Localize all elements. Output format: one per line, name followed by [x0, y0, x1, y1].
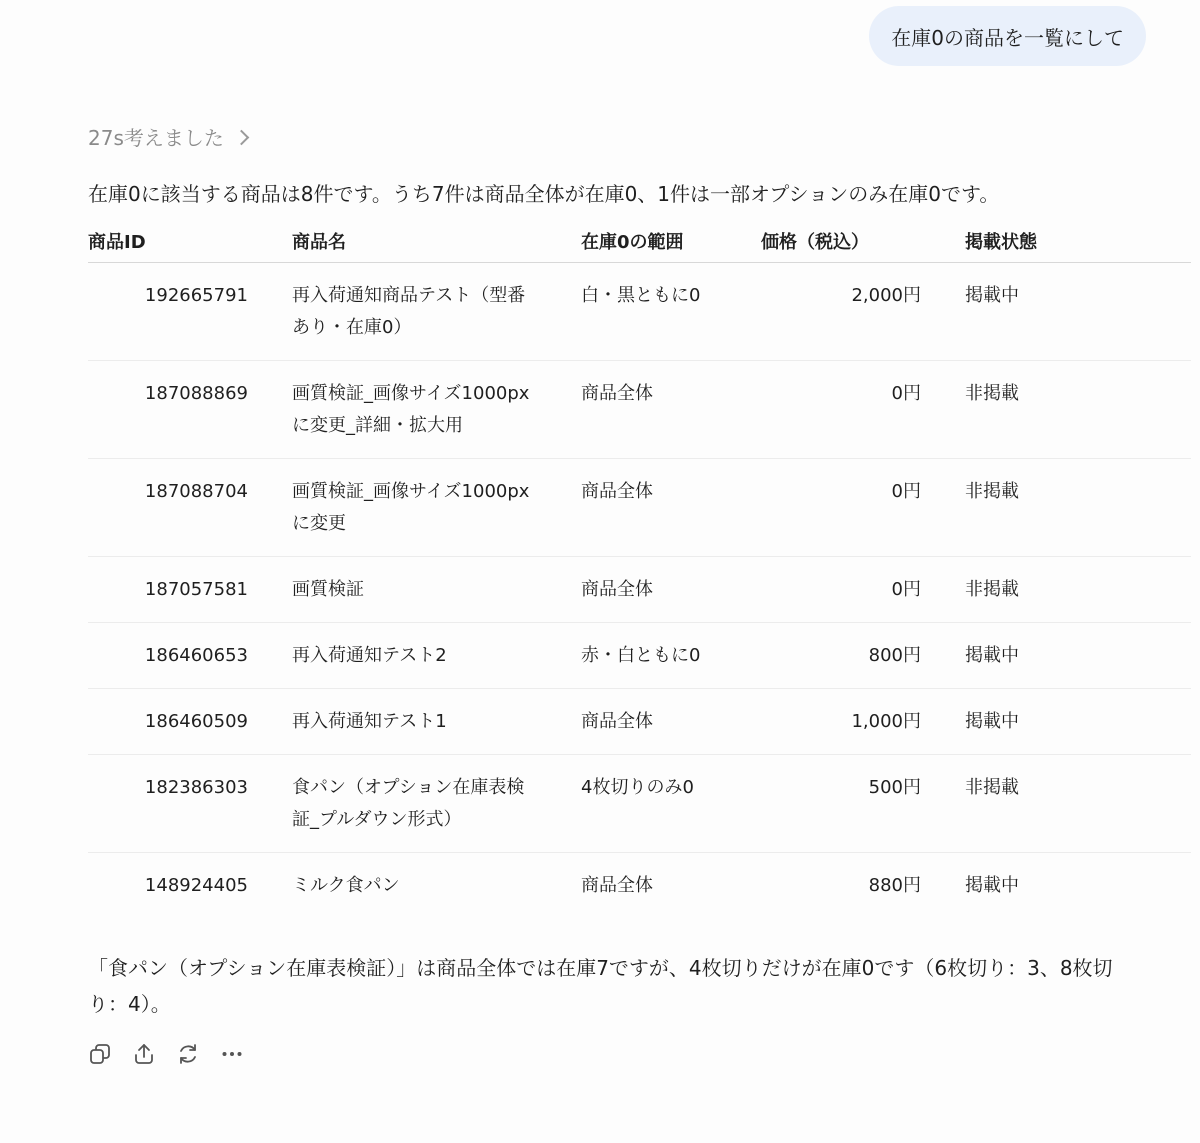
cell-product-id: 148924405	[144, 875, 248, 896]
cell-product-name: 再入荷通知テスト1	[292, 689, 581, 755]
share-icon[interactable]	[132, 1042, 156, 1066]
cell-price: 0円	[761, 361, 965, 459]
cell-product-name: ミルク食パン	[292, 875, 400, 896]
cell-product-name: 再入荷通知商品テスト（型番あり・在庫0）	[292, 263, 581, 361]
regenerate-icon[interactable]	[176, 1042, 200, 1066]
cell-status: 非掲載	[965, 361, 1191, 459]
response-intro: 在庫0に該当する商品は8件です。うち7件は商品全体が在庫0、1件は一部オプションのみ在庫0です。	[88, 182, 1000, 206]
cell-price: 2,000円	[761, 263, 965, 361]
cell-product-id: 192665791	[88, 263, 292, 361]
table-row	[88, 361, 1191, 459]
table-row	[88, 755, 1191, 853]
table-header-row	[88, 219, 1191, 263]
cell-stock-range: 商品全体	[581, 459, 761, 557]
table-row	[88, 853, 1191, 919]
cell-product-id: 186460509	[88, 689, 292, 755]
user-message-text: 在庫0の商品を一覧にして	[891, 25, 1124, 50]
response-note: 「食パン（オプション在庫表検証）」は商品全体では在庫7ですが、4枚切りだけが在庫0です（6枚切り：3、8枚切り：4）。	[88, 956, 1113, 1016]
header-status: 掲載状態	[965, 219, 1191, 263]
cell-price: 880円	[868, 875, 921, 896]
thought-label: 27s考えました	[88, 126, 224, 150]
cell-price: 0円	[761, 459, 965, 557]
cell-status: 非掲載	[965, 557, 1191, 623]
cell-stock-range: 商品全体	[581, 557, 761, 623]
thought-toggle[interactable]	[88, 122, 247, 151]
cell-product-name: 画質検証	[292, 557, 581, 623]
header-product-id: 商品ID	[88, 219, 292, 263]
cell-product-name: 食パン（オプション在庫表検証_プルダウン形式）	[292, 755, 581, 853]
cell-status: 非掲載	[965, 755, 1191, 853]
cell-price: 800円	[761, 623, 965, 689]
cell-stock-range: 商品全体	[581, 361, 761, 459]
header-price: 価格（税込）	[761, 219, 965, 263]
table-row	[88, 689, 1191, 755]
user-message-bubble	[869, 6, 1146, 66]
table-row	[88, 263, 1191, 361]
cell-product-name: 画質検証_画像サイズ1000pxに変更_詳細・拡大用	[292, 361, 581, 459]
cell-product-id: 187088869	[88, 361, 292, 459]
cell-stock-range: 白・黒ともに0	[581, 263, 761, 361]
cell-product-name: 画質検証_画像サイズ1000pxに変更	[292, 459, 581, 557]
header-product-name: 商品名	[292, 219, 581, 263]
cell-status: 掲載中	[965, 263, 1191, 361]
cell-stock-range: 4枚切りのみ0	[581, 755, 761, 853]
response-actions	[88, 1042, 244, 1066]
cell-product-id: 182386303	[88, 755, 292, 853]
cell-stock-range: 商品全体	[581, 689, 761, 755]
cell-price: 1,000円	[761, 689, 965, 755]
header-stock-range: 在庫0の範囲	[581, 219, 761, 263]
cell-product-id: 187088704	[88, 459, 292, 557]
table-row	[88, 459, 1191, 557]
table-row	[88, 623, 1191, 689]
table-row	[88, 557, 1191, 623]
cell-price: 500円	[761, 755, 965, 853]
cell-product-id: 187057581	[88, 557, 292, 623]
cell-product-id: 186460653	[88, 623, 292, 689]
cell-stock-range: 商品全体	[581, 875, 653, 896]
cell-status: 掲載中	[965, 875, 1019, 896]
cell-stock-range: 赤・白ともに0	[581, 623, 761, 689]
copy-icon[interactable]	[88, 1042, 112, 1066]
chevron-right-icon	[234, 129, 250, 145]
cell-status: 掲載中	[965, 689, 1191, 755]
cell-status: 掲載中	[965, 623, 1191, 689]
product-table	[88, 219, 1191, 918]
more-icon[interactable]	[220, 1042, 244, 1066]
cell-status: 非掲載	[965, 459, 1191, 557]
cell-price: 0円	[761, 557, 965, 623]
cell-product-name: 再入荷通知テスト2	[292, 623, 581, 689]
